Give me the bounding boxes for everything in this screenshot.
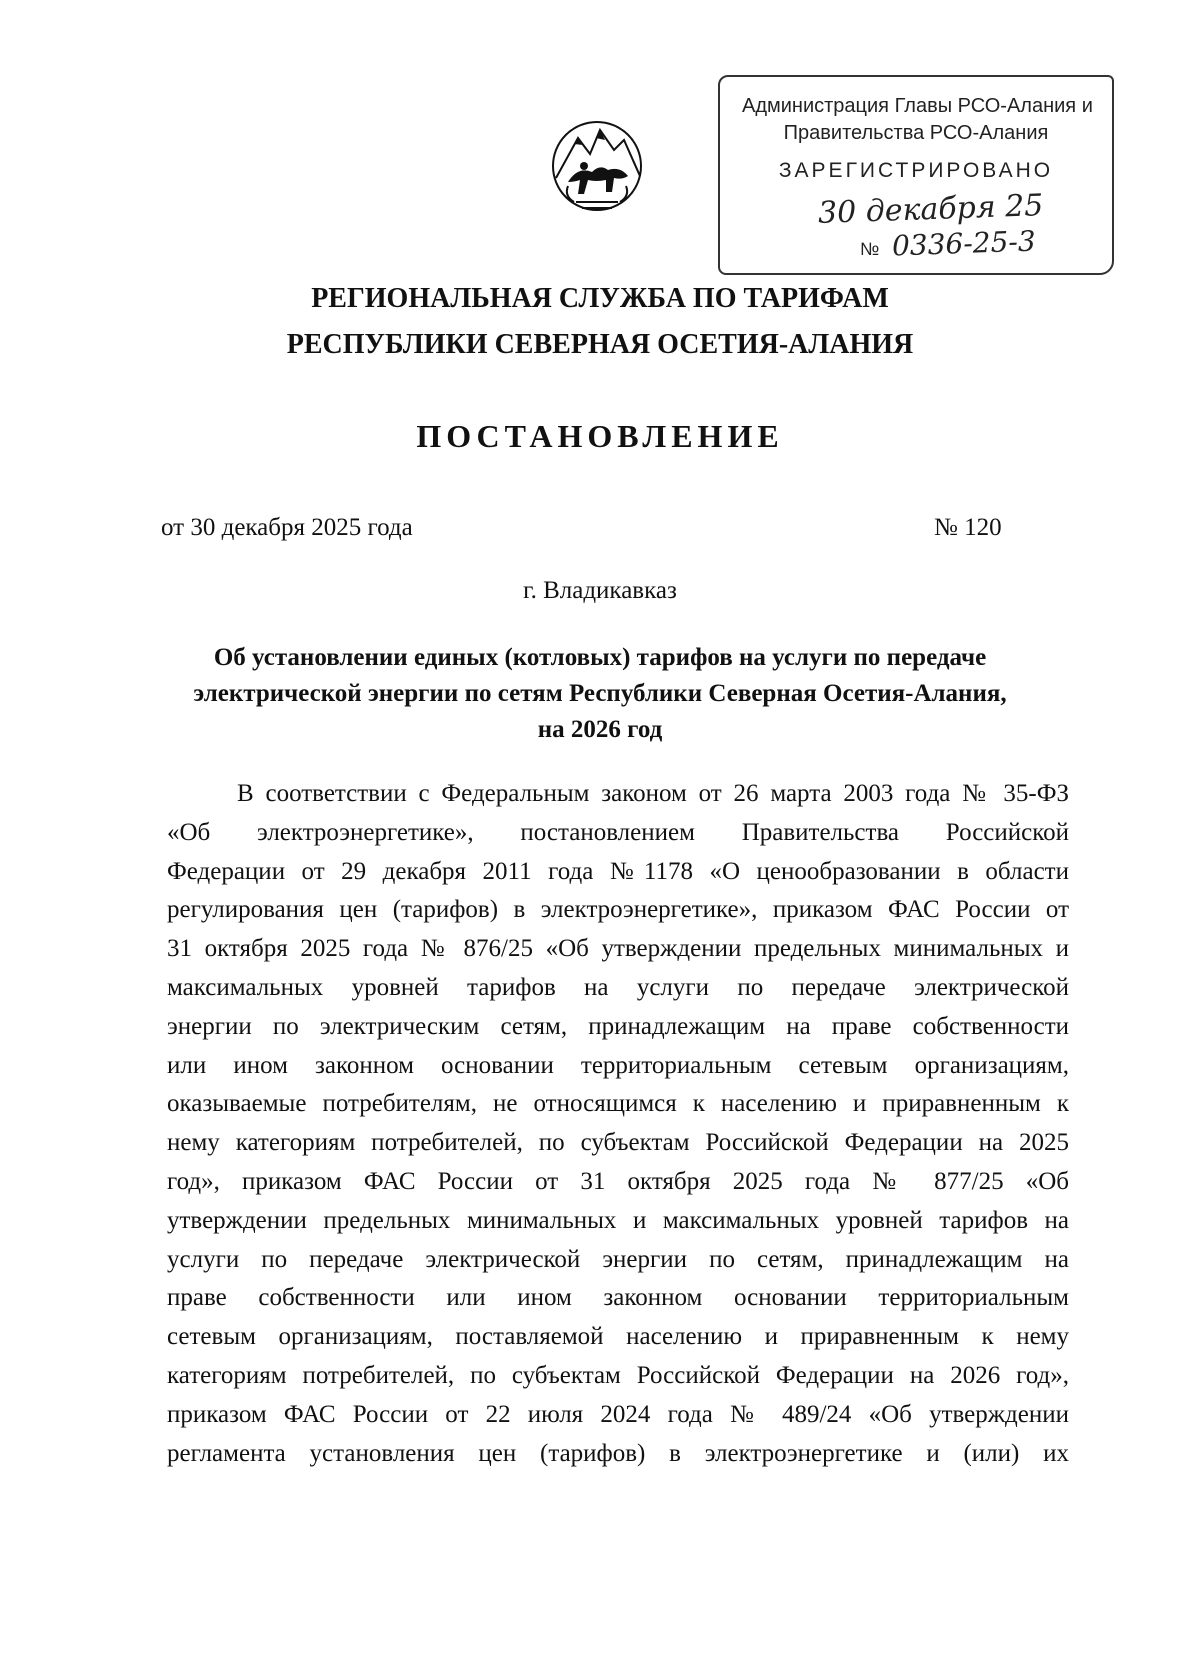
organization-name-line-1: РЕГИОНАЛЬНАЯ СЛУЖБА ПО ТАРИФАМ — [311, 283, 889, 314]
subject-line: на 2026 год — [537, 716, 663, 743]
body-line: утверждении предельных минимальных и максимальных уровней тарифов на — [167, 1206, 1069, 1234]
body-line: максимальных уровней тарифов на услуги по передаче электрической — [167, 973, 1069, 1001]
body-line: приказом ФАС России от 22 июля 2024 года № 489/24 «Об утверждении — [167, 1400, 1069, 1428]
body-line: Федерации от 29 декабря 2011 года №1178 «О ценообразовании в области — [167, 857, 1069, 885]
body-line: энергии по электрическим сетям, принадлежащим на праве собственности — [167, 1012, 1069, 1040]
body-line: оказываемые потребителям, не относящимся к населению и приравненным к — [167, 1090, 1069, 1118]
document-subject — [150, 640, 1050, 748]
body-line: нему категориям потребителей, по субъектам Российской Федерации на 2025 — [167, 1129, 1069, 1157]
document-type-title: ПОСТАНОВЛЕНИЕ — [416, 418, 784, 454]
stamp-handwritten-date: 30 декабря 25 — [817, 188, 1044, 231]
stamp-line-1: Администрация Главы РСО-Алания и — [742, 95, 1093, 117]
body-line: праве собственности или ином законном основании территориальным — [167, 1284, 1069, 1312]
body-line: В соответствии с Федеральным законом от 26 марта 2003 года № 35-ФЗ — [237, 780, 1069, 807]
document-city: г. Владикавказ — [523, 577, 677, 604]
body-line: 31 октября 2025 года № 876/25 «Об утверждении предельных минимальных и — [167, 935, 1069, 963]
subject-line: Об установлении единых (котловых) тарифов на услуги по передаче — [213, 644, 987, 671]
stamp-registered: ЗАРЕГИСТРИРОВАНО — [778, 159, 1054, 182]
document-body — [167, 775, 1069, 1473]
document-date: от 30 декабря 2025 года — [161, 514, 413, 541]
organization-name-line-2: РЕСПУБЛИКИ СЕВЕРНАЯ ОСЕТИЯ-АЛАНИЯ — [286, 329, 914, 360]
body-line: регламента установления цен (тарифов) в электроэнергетике и (или) их — [167, 1439, 1069, 1467]
stamp-handwritten-number: 0336-25-3 — [891, 224, 1037, 263]
body-line: услуги по передаче электрической энергии по сетям, принадлежащим на — [167, 1245, 1069, 1273]
body-line: год», приказом ФАС России от 31 октября 2025 года № 877/25 «Об — [167, 1167, 1069, 1195]
stamp-line-2: Правительства РСО-Алания — [783, 122, 1049, 144]
stamp-number-label: № — [860, 239, 880, 259]
body-line: сетевым организациям, поставляемой населению и приравненным к нему — [167, 1323, 1069, 1351]
body-line: или ином законном основании территориальным сетевым организациям, — [167, 1051, 1069, 1079]
body-line: категориям потребителей, по субъектам Российской Федерации на 2026 год», — [167, 1361, 1069, 1389]
body-line: регулирования цен (тарифов) в электроэнергетике», приказом ФАС России от — [167, 896, 1069, 924]
body-line: «Об электроэнергетике», постановлением Правительства Российской — [167, 818, 1069, 846]
coat-of-arms-icon — [548, 116, 646, 226]
registration-stamp — [718, 75, 1114, 275]
subject-line: электрической энергии по сетям Республики Северная Осетия-Алания, — [193, 680, 1007, 707]
document-number: № 120 — [934, 514, 1002, 541]
